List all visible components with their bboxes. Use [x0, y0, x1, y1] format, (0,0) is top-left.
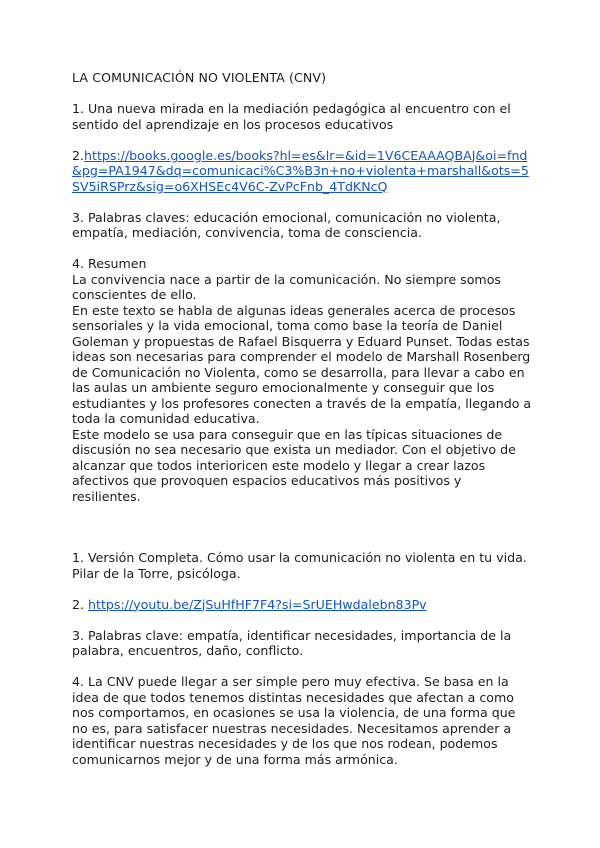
section1-summary-p1: La convivencia nace a partir de la comunicación. No siempre somos conscientes de ello.	[72, 271, 501, 302]
document-body	[72, 70, 532, 767]
section2-keywords: 3. Palabras clave: empatía, identificar necesidades, importancia de la palabra, encuentros, daño, conflicto.	[72, 627, 512, 658]
section1-summary-p3: Este modelo se usa para conseguir que en las típicas situaciones de discusión no sea necesario que exista un mediador. Con el objetivo de alcanzar que todos interioricen este modelo y llegar a crear lazos afectivos que provoquen espacios educativos más positivos y resilientes.	[72, 426, 516, 504]
section1-heading: 1. Una nueva mirada en la mediación pedagógica al encuentro con el sentido del aprendizaje en los procesos educativos	[72, 101, 511, 132]
section2-link-line	[72, 597, 532, 613]
youtube-link[interactable]: https://youtu.be/ZjSuHfHF7F4?si=SrUEHwdalebn83Pv	[88, 596, 427, 612]
section1-summary-heading: 4. Resumen	[72, 256, 147, 271]
section1-link-line	[72, 148, 532, 195]
document-title: LA COMUNICACIÓN NO VIOLENTA (CNV)	[72, 70, 327, 85]
section2-heading: 1. Versión Completa. Cómo usar la comunicación no violenta en tu vida. Pilar de la Torre, psicóloga.	[72, 550, 527, 581]
section2-summary: 4. La CNV puede llegar a ser simple pero muy efectiva. Se basa en la idea de que todos tenemos distintas necesidades que afectan a como nos comportamos, en ocasiones se usa la violencia, de una forma que no es, para satisfacer nuestras necesidades. Necesitamos aprender a identificar nuestras necesidades y de los que nos rodean, podemos comunicarnos mejor y de una forma más armónica.	[72, 674, 516, 767]
section1-summary-p2: En este texto se habla de algunas ideas generales acerca de procesos sensoriales y la vida emocional, toma como base la teoría de Daniel Goleman y propuestas de Rafael Bisquerra y Eduard Punset. Todas estas ideas son necesarias para comprender el modelo de Marshall Rosenberg de Comunicación no Violenta, como se desarrolla, para llevar a cabo en las aulas un ambiente seguro emocionalmente y conseguir que los estudiantes y los profesores conecten a través de la empatía, llegando a toda la comunidad educativa.	[72, 302, 532, 426]
section1-link-prefix: 2.	[72, 147, 85, 163]
section1-keywords: 3. Palabras claves: educación emocional, comunicación no violenta, empatía, mediación, convivencia, toma de consciencia.	[72, 209, 501, 240]
books-google-link[interactable]: https://books.google.es/books?hl=es&lr=&id=1V6CEAAAQBAJ&oi=fnd&pg=PA1947&dq=comunicaci%C3%B3n+no+violenta+marshall&ots=5SV5iRSPrz&sig=o6XHSEc4V6C-ZvPcFnb_4TdKNcQ	[72, 147, 529, 194]
section2-link-prefix: 2.	[72, 596, 89, 612]
